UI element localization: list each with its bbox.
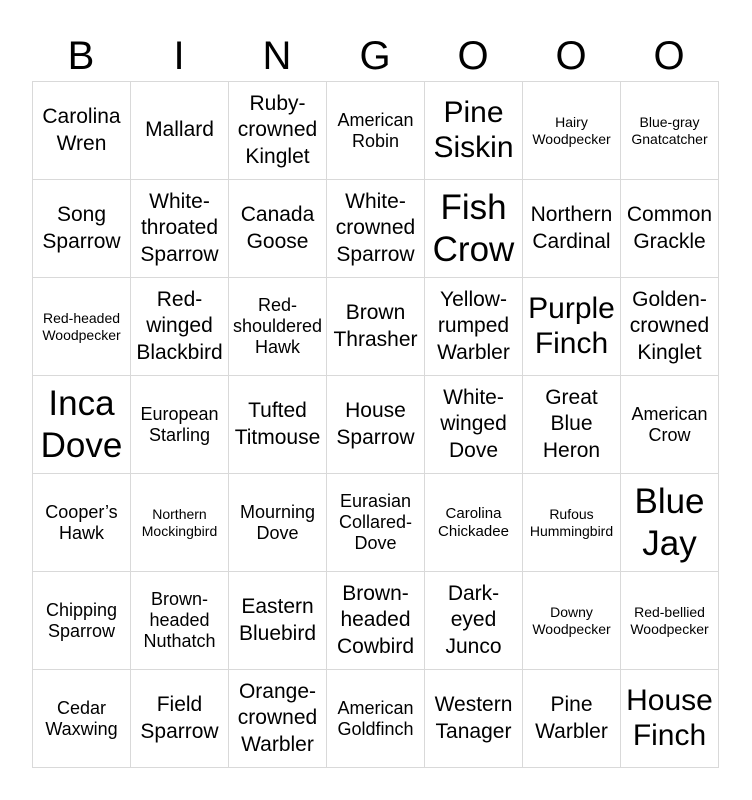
bingo-cell[interactable]: American Crow: [621, 376, 719, 474]
bingo-cell[interactable]: Red- shouldered Hawk: [229, 278, 327, 376]
bingo-cell[interactable]: Inca Dove: [33, 376, 131, 474]
bingo-cell[interactable]: Carolina Chickadee: [425, 474, 523, 572]
bingo-cell[interactable]: House Finch: [621, 670, 719, 768]
header-letter: G: [359, 34, 391, 78]
bingo-cell[interactable]: Red- winged Blackbird: [131, 278, 229, 376]
bingo-cell[interactable]: Hairy Woodpecker: [523, 82, 621, 180]
bingo-cell[interactable]: Great Blue Heron: [523, 376, 621, 474]
bingo-cell[interactable]: Orange- crowned Warbler: [229, 670, 327, 768]
bingo-cell[interactable]: Rufous Hummingbird: [523, 474, 621, 572]
bingo-cell[interactable]: Field Sparrow: [131, 670, 229, 768]
bingo-cell[interactable]: Red-bellied Woodpecker: [621, 572, 719, 670]
bingo-cell[interactable]: Pine Siskin: [425, 82, 523, 180]
bingo-cell[interactable]: Fish Crow: [425, 180, 523, 278]
bingo-cell[interactable]: White- throated Sparrow: [131, 180, 229, 278]
bingo-cell[interactable]: Pine Warbler: [523, 670, 621, 768]
header-letter: B: [67, 34, 95, 78]
header-letter: O: [653, 34, 685, 78]
bingo-cell[interactable]: American Robin: [327, 82, 425, 180]
bingo-header: [32, 30, 718, 82]
bingo-cell[interactable]: Common Grackle: [621, 180, 719, 278]
bingo-cell[interactable]: Carolina Wren: [33, 82, 131, 180]
bingo-grid: [32, 81, 719, 768]
bingo-cell[interactable]: Brown Thrasher: [327, 278, 425, 376]
bingo-cell[interactable]: Eurasian Collared- Dove: [327, 474, 425, 572]
bingo-cell[interactable]: Brown- headed Nuthatch: [131, 572, 229, 670]
bingo-cell[interactable]: Northern Cardinal: [523, 180, 621, 278]
header-letter: N: [262, 34, 292, 78]
bingo-cell[interactable]: Chipping Sparrow: [33, 572, 131, 670]
bingo-cell[interactable]: American Goldfinch: [327, 670, 425, 768]
bingo-cell[interactable]: Eastern Bluebird: [229, 572, 327, 670]
header-letter: O: [457, 34, 489, 78]
bingo-cell[interactable]: European Starling: [131, 376, 229, 474]
header-letter: I: [173, 34, 185, 78]
bingo-cell[interactable]: Downy Woodpecker: [523, 572, 621, 670]
bingo-cell[interactable]: Canada Goose: [229, 180, 327, 278]
bingo-cell[interactable]: Blue-gray Gnatcatcher: [621, 82, 719, 180]
bingo-cell[interactable]: Yellow- rumped Warbler: [425, 278, 523, 376]
bingo-cell[interactable]: Cooper’s Hawk: [33, 474, 131, 572]
bingo-cell[interactable]: House Sparrow: [327, 376, 425, 474]
bingo-cell[interactable]: Tufted Titmouse: [229, 376, 327, 474]
bingo-cell[interactable]: Brown- headed Cowbird: [327, 572, 425, 670]
bingo-cell[interactable]: Golden- crowned Kinglet: [621, 278, 719, 376]
bingo-cell[interactable]: Purple Finch: [523, 278, 621, 376]
bingo-cell[interactable]: Cedar Waxwing: [33, 670, 131, 768]
bingo-cell[interactable]: Blue Jay: [621, 474, 719, 572]
bingo-cell[interactable]: White- winged Dove: [425, 376, 523, 474]
header-letter: O: [555, 34, 587, 78]
bingo-cell[interactable]: Dark- eyed Junco: [425, 572, 523, 670]
bingo-cell[interactable]: Mourning Dove: [229, 474, 327, 572]
bingo-cell[interactable]: White- crowned Sparrow: [327, 180, 425, 278]
bingo-cell[interactable]: Ruby- crowned Kinglet: [229, 82, 327, 180]
bingo-cell[interactable]: Mallard: [131, 82, 229, 180]
bingo-cell[interactable]: Song Sparrow: [33, 180, 131, 278]
bingo-cell[interactable]: Red-headed Woodpecker: [33, 278, 131, 376]
bingo-cell[interactable]: Northern Mockingbird: [131, 474, 229, 572]
bingo-cell[interactable]: Western Tanager: [425, 670, 523, 768]
